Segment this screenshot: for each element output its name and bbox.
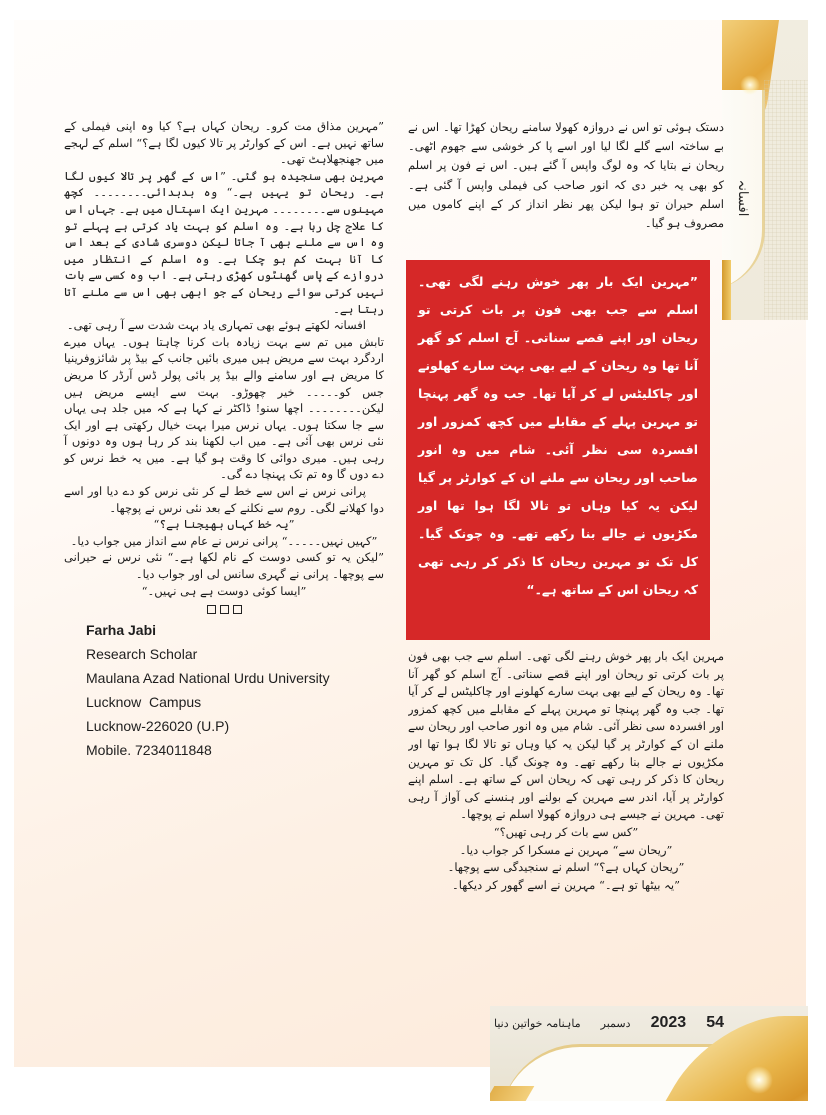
issue-month: دسمبر <box>600 1016 631 1030</box>
magazine-name: ماہنامہ خواتین دنیا <box>494 1016 581 1030</box>
section-end-ornament <box>64 605 384 614</box>
author-campus: Lucknow Campus <box>86 694 202 711</box>
issue-year: 2023 <box>650 1014 687 1031</box>
decorative-gold-frame-top <box>722 20 808 320</box>
pull-quote: ”مہرین ایک بار پھر خوش رہنے لگی تھی۔ اسلم سے جب بھی فون پر بات کرتی تو ریحان اور اپنے قصے سناتی۔ آج اسلم کو گھر آنا تھا وہ ریحان کے لیے بھی بہت سارے کھلونے اور چاکلیٹس لے کر آیا تھا۔ جب وہ گھر پہنچا تو مہرین پہلے کے مقابلے میں کچھ کمزور اور افسردہ سی نظر آئی۔ شام میں وہ انور صاحب اور ریحان سے ملنے ان کے کوارٹر پر گیا لیکن یہ کیا وہاں تو تالا لگا ہوا تھا اور مکڑیوں نے جالے بنا رکھے تھے۔ وہ چونک گیا۔ کل تک تو مہرین ریحان کا ذکر کر رہی تھی کہ ریحان اس کے ساتھ ہے۔“ <box>406 260 710 640</box>
paragraph: دستک ہوئی تو اس نے دروازہ کھولا سامنے ریحان کھڑا تھا۔ اس نے بے ساختہ اسے گلے لگا لیا اور اسے پا کر خوشی سے جھوم اٹھی۔ ریحان نے بتایا کہ وہ لوگ واپس آ گئے ہیں۔ اس نے فون پر اسلم کو بھی یہ خبر دی کہ انور صاحب کی فیملی واپس آ گئی ہے۔ اسلم حیران تو ہوا لیکن پھر نظر انداز کر کے اپنے کاموں میں مصروف ہو گیا۔ <box>408 120 724 231</box>
paragraph: ”مہرین مذاق مت کرو۔ ریحان کہاں ہے؟ کیا وہ اپنی فیملی کے ساتھ نہیں ہے۔ اس کے کوارٹر پر تالا کیوں لگا ہے؟“ اسلم کے لہجے میں جھنجھلاہٹ تھی۔ <box>64 119 384 167</box>
paragraph: ”کہیں نہیں۔۔۔۔۔“ پرانی نرس نے عام سے انداز میں جواب دیا۔ <box>70 533 378 548</box>
author-address: Lucknow-226020 (U.P) <box>86 718 230 735</box>
paragraph: ”یہ خط کہاں بھیجنا ہے؟“ <box>153 517 295 532</box>
author-title: Research Scholar <box>86 646 198 663</box>
square-icon <box>220 605 229 614</box>
paragraph: ”کس سے بات کر رہی تھیں؟“ <box>493 824 639 839</box>
paragraph: ”لیکن یہ تو کسی دوست کے نام لکھا ہے۔“ نئی نرس نے حیرانی سے پوچھا۔ پرانی نے گہری سانس لی اور جواب دیا۔ <box>64 550 384 582</box>
author-info <box>64 618 384 762</box>
paragraph: پرانی نرس نے اس سے خط لے کر نئی نرس کو دے دیا اور اسے دوا کھلانے لگی۔ روم سے نکلنے کے بعد نئی نرس نے پوچھا۔ <box>64 484 384 515</box>
paragraph: ”ریحان سے“ مہرین نے مسکرا کر جواب دیا۔ <box>459 842 673 857</box>
paragraph: افسانہ لکھتے ہوئے بھی تمہاری یاد بہت شدت سے آ رہی تھی۔ <box>66 318 366 333</box>
paragraph: ”یہ بیٹھا تو ہے۔“ مہرین نے اسے گھور کر دیکھا۔ <box>452 877 680 892</box>
right-column-top <box>408 118 724 252</box>
paragraph: ”ایسا کوئی دوست ہے ہی نہیں۔“ <box>141 583 307 598</box>
author-name: Farha Jabi <box>86 622 157 639</box>
square-icon <box>233 605 242 614</box>
author-mobile: Mobile. 7234011848 <box>86 742 212 759</box>
page-number: 54 <box>706 1014 724 1031</box>
page-footer <box>494 1011 724 1035</box>
paragraph: مہرین بھی سنجیدہ ہو گئی۔ ”اس کے گھر پر تالا کیوں لگا ہے۔ ریحان تو یہیں ہے۔“ وہ بدبدائی۔۔۔۔۔۔۔۔ کچھ مہینوں سے۔۔۔۔۔۔۔۔ مہرین ایک اسپتال میں ہے۔ جہاں اس کا علاج چل رہا ہے۔ وہ اسلم کو بہت یاد کرتی ہے پہلے تو وہ اس سے ملنے بھی آ جاتا لیکن دوسری شادی کے بعد اس کا آنا بہت کم ہو چکا ہے۔ وہ اسلم کے انتظار میں دروازے کے پاس گھنٹوں کھڑی رہتی ہے۔ اب وہ کسی سے بات نہیں کرتی سوائے ریحان کے جو ابھی بھی اس سے ملنے آتا رہتا ہے۔ <box>64 168 384 316</box>
paragraph: مہرین ایک بار پھر خوش رہنے لگی تھی۔ اسلم سے جب بھی فون پر بات کرتی تو ریحان اور اپنے قصے سناتی۔ آج اسلم کو گھر آنا تھا۔ وہ ریحان کے لیے بھی بہت سارے کھلونے اور چاکلیٹس لے کر آیا تھا۔ جب وہ گھر پہنچا تو مہرین پہلے کے مقابلے میں کچھ کمزور اور افسردہ سی نظر آئی۔ شام میں وہ انور صاحب اور ریحان سے ملنے ان کے کوارٹر پر گیا لیکن یہ کیا وہاں تو تالا لگا ہوا تھا اور مکڑیوں نے جالے بنا رکھے تھے۔ وہ چونک گیا۔ کل تک تو مہرین ریحان کا ذکر کر رہی تھی کہ ریحان اس کے ساتھ ہے۔ اسلم اپنے کوارٹر پر آیا، اندر سے مہرین کے بولنے اور ہنسنے کی آواز آ رہی تھی۔ مہرین نے جیسے ہی دروازہ کھولا اسلم نے پوچھا۔ <box>408 649 724 822</box>
author-institution: Maulana Azad National Urdu University <box>86 670 330 687</box>
paragraph: تابش میں تم سے بہت زیادہ بات کرنا چاہتا ہوں۔ یہاں میرے اردگرد بہت سے مریض ہیں میری بائیں جانب کے بیڈ پر شائزوفرینیا کا مریض ہے اور سامنے والے بیڈ پر بائی پولر ڈس آرڈر کا مریض جس کو۔۔۔۔۔ خیر چھوڑو۔ بہت سے ایسے مریض ہیں لیکن۔۔۔۔۔۔۔۔ اچھا سنو! ڈاکٹر نے کہا ہے کہ میں جلد ہی یہاں سے جا سکتا ہوں۔ یہاں نرس میرا بہت خیال رکھتی ہے اور ایک نئی نرس بھی آئی ہے۔ میں اب لکھنا بند کر رہا ہوں وہ دونوں آ رہی ہیں۔ میری دوائی کا وقت ہو گیا ہے۔ میں یہ خط نرس کو دے دوں گا وہ تم تک پہنچا دے گی۔ <box>64 334 384 482</box>
section-label: افسانہ <box>735 179 751 217</box>
paragraph: ”ریحان کہاں ہے؟“ اسلم نے سنجیدگی سے پوچھا۔ <box>447 860 685 875</box>
left-column <box>64 118 384 599</box>
right-column-bottom <box>408 648 724 1000</box>
left-column-flow <box>64 118 384 1058</box>
square-icon <box>207 605 216 614</box>
